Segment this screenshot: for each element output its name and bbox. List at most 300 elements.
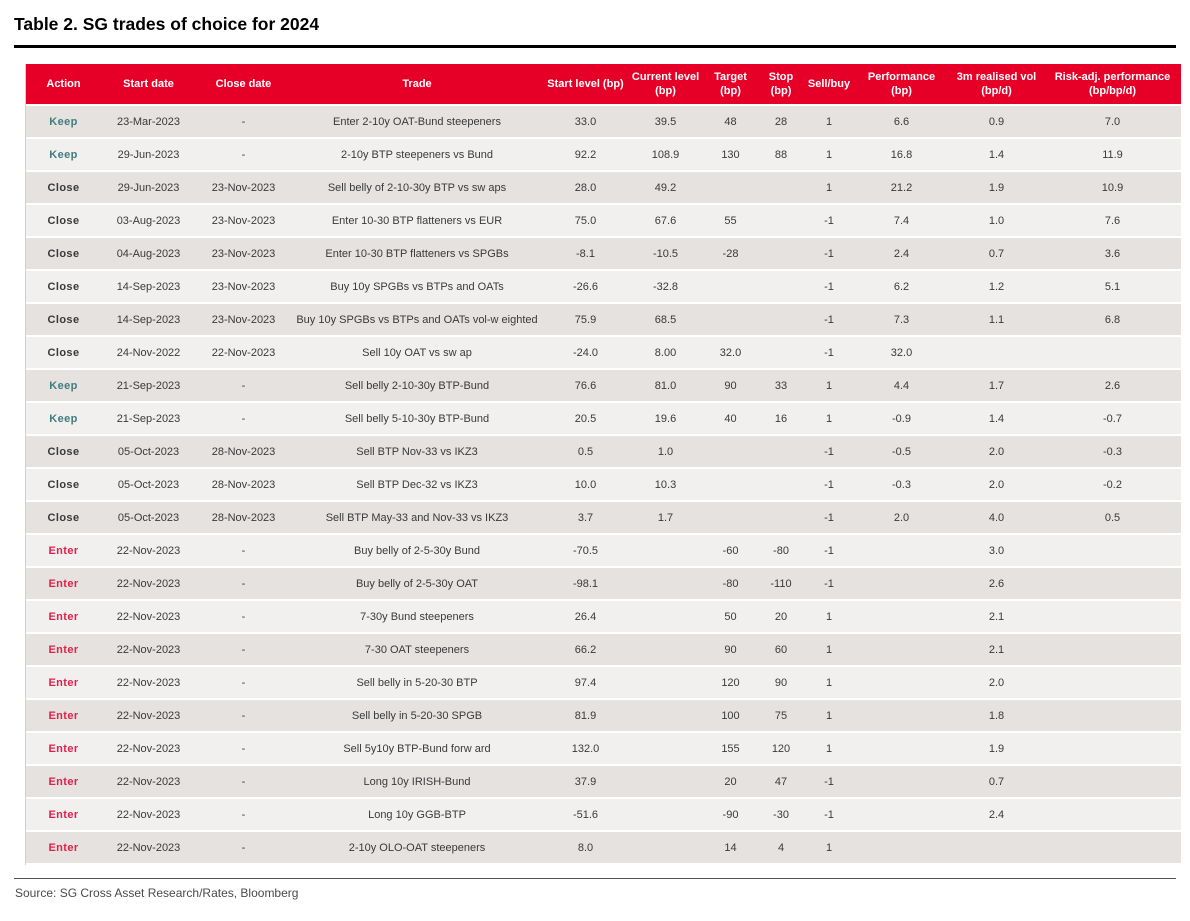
cell-action: Enter bbox=[26, 601, 101, 634]
table-row bbox=[26, 634, 1181, 667]
cell-sell-buy: 1 bbox=[804, 370, 854, 403]
cell-start-level: -8.1 bbox=[543, 238, 628, 271]
cell-target: 130 bbox=[703, 139, 758, 172]
cell-start-date: 24-Nov-2022 bbox=[101, 337, 196, 370]
cell-start-date: 22-Nov-2023 bbox=[101, 799, 196, 832]
cell-close-date: 23-Nov-2023 bbox=[196, 271, 291, 304]
cell-realised-vol: 1.4 bbox=[949, 139, 1044, 172]
cell-performance bbox=[854, 568, 949, 601]
cell-action: Close bbox=[26, 172, 101, 205]
cell-action: Enter bbox=[26, 766, 101, 799]
cell-stop: -30 bbox=[758, 799, 804, 832]
cell-target: -80 bbox=[703, 568, 758, 601]
cell-start-level: 76.6 bbox=[543, 370, 628, 403]
cell-realised-vol: 1.1 bbox=[949, 304, 1044, 337]
cell-target: 100 bbox=[703, 700, 758, 733]
cell-realised-vol: 1.9 bbox=[949, 733, 1044, 766]
cell-realised-vol: 2.6 bbox=[949, 568, 1044, 601]
cell-close-date: - bbox=[196, 106, 291, 139]
cell-current-level bbox=[628, 601, 703, 634]
cell-start-date: 22-Nov-2023 bbox=[101, 832, 196, 865]
header-row bbox=[26, 64, 1181, 106]
cell-performance: 4.4 bbox=[854, 370, 949, 403]
cell-current-level bbox=[628, 832, 703, 865]
cell-target: 155 bbox=[703, 733, 758, 766]
cell-start-level: 33.0 bbox=[543, 106, 628, 139]
cell-close-date: - bbox=[196, 799, 291, 832]
cell-start-date: 22-Nov-2023 bbox=[101, 535, 196, 568]
trades-table-container bbox=[25, 64, 1181, 865]
cell-start-date: 29-Jun-2023 bbox=[101, 172, 196, 205]
cell-action: Enter bbox=[26, 634, 101, 667]
cell-action: Enter bbox=[26, 733, 101, 766]
cell-action: Keep bbox=[26, 370, 101, 403]
cell-sell-buy: -1 bbox=[804, 238, 854, 271]
cell-start-level: 20.5 bbox=[543, 403, 628, 436]
cell-start-level: -51.6 bbox=[543, 799, 628, 832]
cell-realised-vol: 2.0 bbox=[949, 436, 1044, 469]
cell-realised-vol: 1.0 bbox=[949, 205, 1044, 238]
cell-start-level: -70.5 bbox=[543, 535, 628, 568]
cell-performance bbox=[854, 535, 949, 568]
cell-close-date: 28-Nov-2023 bbox=[196, 436, 291, 469]
source-note: Source: SG Cross Asset Research/Rates, Bloomberg bbox=[15, 886, 299, 900]
table-row bbox=[26, 139, 1181, 172]
cell-trade: 2-10y BTP steepeners vs Bund bbox=[291, 139, 543, 172]
cell-target: 55 bbox=[703, 205, 758, 238]
cell-stop: 16 bbox=[758, 403, 804, 436]
cell-current-level: 1.7 bbox=[628, 502, 703, 535]
cell-risk-adj-performance bbox=[1044, 733, 1181, 766]
cell-performance: -0.9 bbox=[854, 403, 949, 436]
cell-current-level bbox=[628, 733, 703, 766]
cell-action: Keep bbox=[26, 139, 101, 172]
cell-start-level: 75.9 bbox=[543, 304, 628, 337]
cell-start-level: 0.5 bbox=[543, 436, 628, 469]
cell-sell-buy: 1 bbox=[804, 601, 854, 634]
cell-target bbox=[703, 172, 758, 205]
cell-realised-vol bbox=[949, 337, 1044, 370]
cell-trade: Sell BTP Nov-33 vs IKZ3 bbox=[291, 436, 543, 469]
cell-trade: Buy 10y SPGBs vs BTPs and OATs vol-w eighted bbox=[291, 304, 543, 337]
cell-risk-adj-performance bbox=[1044, 667, 1181, 700]
cell-current-level bbox=[628, 799, 703, 832]
cell-start-level: 81.9 bbox=[543, 700, 628, 733]
cell-action: Enter bbox=[26, 568, 101, 601]
cell-risk-adj-performance: -0.7 bbox=[1044, 403, 1181, 436]
cell-sell-buy: 1 bbox=[804, 700, 854, 733]
cell-close-date: - bbox=[196, 667, 291, 700]
cell-current-level bbox=[628, 535, 703, 568]
table-row bbox=[26, 304, 1181, 337]
cell-sell-buy: 1 bbox=[804, 172, 854, 205]
cell-start-level: 92.2 bbox=[543, 139, 628, 172]
cell-action: Enter bbox=[26, 700, 101, 733]
cell-current-level: 67.6 bbox=[628, 205, 703, 238]
cell-risk-adj-performance bbox=[1044, 634, 1181, 667]
table-row bbox=[26, 502, 1181, 535]
cell-trade: Enter 10-30 BTP flatteners vs SPGBs bbox=[291, 238, 543, 271]
cell-stop bbox=[758, 205, 804, 238]
cell-stop bbox=[758, 271, 804, 304]
cell-performance bbox=[854, 601, 949, 634]
cell-target: -60 bbox=[703, 535, 758, 568]
table-row bbox=[26, 436, 1181, 469]
cell-start-level: 8.0 bbox=[543, 832, 628, 865]
cell-current-level bbox=[628, 667, 703, 700]
cell-target: 90 bbox=[703, 370, 758, 403]
cell-trade: Sell 10y OAT vs sw ap bbox=[291, 337, 543, 370]
cell-sell-buy: -1 bbox=[804, 205, 854, 238]
cell-action: Close bbox=[26, 502, 101, 535]
cell-start-date: 22-Nov-2023 bbox=[101, 700, 196, 733]
cell-sell-buy: 1 bbox=[804, 139, 854, 172]
cell-realised-vol: 1.8 bbox=[949, 700, 1044, 733]
cell-action: Keep bbox=[26, 403, 101, 436]
table-row bbox=[26, 370, 1181, 403]
cell-performance: 16.8 bbox=[854, 139, 949, 172]
cell-sell-buy: 1 bbox=[804, 106, 854, 139]
cell-stop: 20 bbox=[758, 601, 804, 634]
cell-close-date: - bbox=[196, 535, 291, 568]
cell-start-level: 66.2 bbox=[543, 634, 628, 667]
cell-target: 40 bbox=[703, 403, 758, 436]
cell-risk-adj-performance bbox=[1044, 766, 1181, 799]
table-row bbox=[26, 238, 1181, 271]
cell-stop bbox=[758, 337, 804, 370]
cell-current-level bbox=[628, 568, 703, 601]
cell-current-level bbox=[628, 634, 703, 667]
column-header-performance: Performance (bp) bbox=[854, 64, 949, 106]
cell-start-level: -24.0 bbox=[543, 337, 628, 370]
cell-close-date: - bbox=[196, 766, 291, 799]
cell-close-date: - bbox=[196, 601, 291, 634]
cell-target bbox=[703, 502, 758, 535]
cell-performance bbox=[854, 766, 949, 799]
cell-target: 32.0 bbox=[703, 337, 758, 370]
cell-trade: Sell BTP Dec-32 vs IKZ3 bbox=[291, 469, 543, 502]
cell-sell-buy: -1 bbox=[804, 535, 854, 568]
cell-close-date: 23-Nov-2023 bbox=[196, 172, 291, 205]
cell-trade: Enter 10-30 BTP flatteners vs EUR bbox=[291, 205, 543, 238]
column-header-close-date: Close date bbox=[196, 64, 291, 106]
cell-sell-buy: -1 bbox=[804, 337, 854, 370]
table-row bbox=[26, 337, 1181, 370]
cell-performance: 21.2 bbox=[854, 172, 949, 205]
cell-performance: 7.3 bbox=[854, 304, 949, 337]
cell-start-date: 23-Mar-2023 bbox=[101, 106, 196, 139]
cell-performance: 6.2 bbox=[854, 271, 949, 304]
cell-performance: 2.4 bbox=[854, 238, 949, 271]
cell-realised-vol: 1.7 bbox=[949, 370, 1044, 403]
column-header-current-level: Current level (bp) bbox=[628, 64, 703, 106]
table-row bbox=[26, 568, 1181, 601]
cell-action: Enter bbox=[26, 832, 101, 865]
cell-close-date: - bbox=[196, 403, 291, 436]
cell-start-date: 22-Nov-2023 bbox=[101, 766, 196, 799]
cell-stop: 90 bbox=[758, 667, 804, 700]
cell-performance: 7.4 bbox=[854, 205, 949, 238]
cell-performance: 2.0 bbox=[854, 502, 949, 535]
cell-performance: 32.0 bbox=[854, 337, 949, 370]
cell-target: 90 bbox=[703, 634, 758, 667]
cell-performance bbox=[854, 634, 949, 667]
cell-sell-buy: -1 bbox=[804, 502, 854, 535]
cell-action: Close bbox=[26, 238, 101, 271]
cell-start-level: 97.4 bbox=[543, 667, 628, 700]
cell-start-date: 21-Sep-2023 bbox=[101, 370, 196, 403]
table-title: Table 2. SG trades of choice for 2024 bbox=[14, 14, 320, 34]
table-row bbox=[26, 271, 1181, 304]
cell-realised-vol: 1.2 bbox=[949, 271, 1044, 304]
cell-stop: 28 bbox=[758, 106, 804, 139]
cell-realised-vol: 0.9 bbox=[949, 106, 1044, 139]
cell-action: Close bbox=[26, 469, 101, 502]
cell-risk-adj-performance: 7.6 bbox=[1044, 205, 1181, 238]
cell-performance bbox=[854, 700, 949, 733]
cell-start-date: 22-Nov-2023 bbox=[101, 568, 196, 601]
cell-start-date: 05-Oct-2023 bbox=[101, 502, 196, 535]
cell-risk-adj-performance: 10.9 bbox=[1044, 172, 1181, 205]
cell-trade: Buy belly of 2-5-30y Bund bbox=[291, 535, 543, 568]
cell-start-date: 21-Sep-2023 bbox=[101, 403, 196, 436]
cell-risk-adj-performance: 6.8 bbox=[1044, 304, 1181, 337]
cell-target: 50 bbox=[703, 601, 758, 634]
cell-start-date: 14-Sep-2023 bbox=[101, 271, 196, 304]
cell-close-date: 28-Nov-2023 bbox=[196, 502, 291, 535]
cell-current-level: 19.6 bbox=[628, 403, 703, 436]
cell-start-date: 03-Aug-2023 bbox=[101, 205, 196, 238]
cell-start-date: 22-Nov-2023 bbox=[101, 667, 196, 700]
cell-trade: Sell belly in 5-20-30 BTP bbox=[291, 667, 543, 700]
cell-stop bbox=[758, 469, 804, 502]
table-row bbox=[26, 832, 1181, 865]
column-header-realised-vol: 3m realised vol (bp/d) bbox=[949, 64, 1044, 106]
column-header-risk-adj-performance: Risk-adj. performance (bp/bp/d) bbox=[1044, 64, 1181, 106]
cell-start-level: 37.9 bbox=[543, 766, 628, 799]
cell-current-level bbox=[628, 700, 703, 733]
title-rule bbox=[14, 45, 1176, 48]
cell-trade: Enter 2-10y OAT-Bund steepeners bbox=[291, 106, 543, 139]
column-header-start-level: Start level (bp) bbox=[543, 64, 628, 106]
cell-action: Close bbox=[26, 436, 101, 469]
trades-table bbox=[26, 64, 1181, 865]
cell-risk-adj-performance: 5.1 bbox=[1044, 271, 1181, 304]
table-body bbox=[26, 106, 1181, 865]
cell-current-level: 8.00 bbox=[628, 337, 703, 370]
cell-start-date: 22-Nov-2023 bbox=[101, 634, 196, 667]
cell-close-date: - bbox=[196, 733, 291, 766]
cell-close-date: - bbox=[196, 370, 291, 403]
cell-stop: -110 bbox=[758, 568, 804, 601]
cell-action: Enter bbox=[26, 799, 101, 832]
table-row bbox=[26, 700, 1181, 733]
table-row bbox=[26, 205, 1181, 238]
cell-start-level: -98.1 bbox=[543, 568, 628, 601]
table-row bbox=[26, 766, 1181, 799]
cell-trade: Sell belly 5-10-30y BTP-Bund bbox=[291, 403, 543, 436]
cell-realised-vol: 1.9 bbox=[949, 172, 1044, 205]
cell-sell-buy: -1 bbox=[804, 469, 854, 502]
cell-action: Close bbox=[26, 271, 101, 304]
cell-current-level: 108.9 bbox=[628, 139, 703, 172]
cell-risk-adj-performance bbox=[1044, 832, 1181, 865]
table-row bbox=[26, 799, 1181, 832]
cell-performance bbox=[854, 799, 949, 832]
cell-trade: Sell BTP May-33 and Nov-33 vs IKZ3 bbox=[291, 502, 543, 535]
cell-sell-buy: 1 bbox=[804, 733, 854, 766]
cell-realised-vol: 0.7 bbox=[949, 238, 1044, 271]
cell-current-level: 81.0 bbox=[628, 370, 703, 403]
cell-risk-adj-performance bbox=[1044, 337, 1181, 370]
table-row bbox=[26, 469, 1181, 502]
cell-stop bbox=[758, 172, 804, 205]
cell-target bbox=[703, 469, 758, 502]
cell-sell-buy: -1 bbox=[804, 271, 854, 304]
cell-risk-adj-performance: 0.5 bbox=[1044, 502, 1181, 535]
cell-current-level bbox=[628, 766, 703, 799]
table-row bbox=[26, 403, 1181, 436]
cell-action: Close bbox=[26, 304, 101, 337]
table-row bbox=[26, 601, 1181, 634]
cell-sell-buy: -1 bbox=[804, 304, 854, 337]
cell-action: Keep bbox=[26, 106, 101, 139]
cell-target: 120 bbox=[703, 667, 758, 700]
column-header-action: Action bbox=[26, 64, 101, 106]
cell-trade: Sell belly in 5-20-30 SPGB bbox=[291, 700, 543, 733]
table-row bbox=[26, 106, 1181, 139]
cell-stop: 33 bbox=[758, 370, 804, 403]
cell-trade: Buy 10y SPGBs vs BTPs and OATs bbox=[291, 271, 543, 304]
cell-action: Enter bbox=[26, 667, 101, 700]
cell-trade: Buy belly of 2-5-30y OAT bbox=[291, 568, 543, 601]
cell-close-date: 23-Nov-2023 bbox=[196, 304, 291, 337]
cell-stop: 4 bbox=[758, 832, 804, 865]
cell-risk-adj-performance: 3.6 bbox=[1044, 238, 1181, 271]
cell-stop: -80 bbox=[758, 535, 804, 568]
cell-risk-adj-performance bbox=[1044, 799, 1181, 832]
cell-performance: -0.3 bbox=[854, 469, 949, 502]
cell-target: -90 bbox=[703, 799, 758, 832]
cell-stop: 75 bbox=[758, 700, 804, 733]
cell-realised-vol: 2.0 bbox=[949, 667, 1044, 700]
cell-current-level: 49.2 bbox=[628, 172, 703, 205]
cell-trade: 2-10y OLO-OAT steepeners bbox=[291, 832, 543, 865]
cell-risk-adj-performance bbox=[1044, 601, 1181, 634]
cell-stop: 47 bbox=[758, 766, 804, 799]
cell-realised-vol: 3.0 bbox=[949, 535, 1044, 568]
cell-start-level: 28.0 bbox=[543, 172, 628, 205]
cell-close-date: 28-Nov-2023 bbox=[196, 469, 291, 502]
cell-start-level: 132.0 bbox=[543, 733, 628, 766]
cell-start-date: 14-Sep-2023 bbox=[101, 304, 196, 337]
cell-target bbox=[703, 436, 758, 469]
cell-action: Close bbox=[26, 337, 101, 370]
cell-sell-buy: -1 bbox=[804, 436, 854, 469]
cell-start-date: 05-Oct-2023 bbox=[101, 469, 196, 502]
cell-trade: Sell belly of 2-10-30y BTP vs sw aps bbox=[291, 172, 543, 205]
table-row bbox=[26, 667, 1181, 700]
cell-sell-buy: 1 bbox=[804, 634, 854, 667]
cell-start-date: 05-Oct-2023 bbox=[101, 436, 196, 469]
cell-start-date: 29-Jun-2023 bbox=[101, 139, 196, 172]
cell-start-level: 75.0 bbox=[543, 205, 628, 238]
table-row bbox=[26, 172, 1181, 205]
cell-performance: -0.5 bbox=[854, 436, 949, 469]
cell-target: -28 bbox=[703, 238, 758, 271]
cell-sell-buy: 1 bbox=[804, 667, 854, 700]
cell-current-level: 1.0 bbox=[628, 436, 703, 469]
cell-realised-vol: 0.7 bbox=[949, 766, 1044, 799]
cell-performance bbox=[854, 832, 949, 865]
cell-start-level: -26.6 bbox=[543, 271, 628, 304]
table-row bbox=[26, 733, 1181, 766]
cell-start-level: 3.7 bbox=[543, 502, 628, 535]
cell-start-date: 22-Nov-2023 bbox=[101, 601, 196, 634]
column-header-sell-buy: Sell/buy bbox=[804, 64, 854, 106]
cell-risk-adj-performance: 2.6 bbox=[1044, 370, 1181, 403]
cell-close-date: - bbox=[196, 634, 291, 667]
cell-realised-vol: 2.0 bbox=[949, 469, 1044, 502]
cell-current-level: 39.5 bbox=[628, 106, 703, 139]
cell-close-date: 23-Nov-2023 bbox=[196, 205, 291, 238]
cell-performance: 6.6 bbox=[854, 106, 949, 139]
cell-stop bbox=[758, 238, 804, 271]
cell-risk-adj-performance bbox=[1044, 700, 1181, 733]
cell-stop: 120 bbox=[758, 733, 804, 766]
cell-realised-vol: 2.1 bbox=[949, 601, 1044, 634]
cell-trade: Long 10y IRISH-Bund bbox=[291, 766, 543, 799]
cell-current-level: -10.5 bbox=[628, 238, 703, 271]
cell-realised-vol: 1.4 bbox=[949, 403, 1044, 436]
cell-target bbox=[703, 304, 758, 337]
cell-sell-buy: 1 bbox=[804, 832, 854, 865]
cell-realised-vol: 2.1 bbox=[949, 634, 1044, 667]
table-row bbox=[26, 535, 1181, 568]
cell-close-date: - bbox=[196, 832, 291, 865]
cell-close-date: - bbox=[196, 700, 291, 733]
cell-close-date: - bbox=[196, 568, 291, 601]
cell-target: 48 bbox=[703, 106, 758, 139]
cell-stop bbox=[758, 304, 804, 337]
cell-close-date: - bbox=[196, 139, 291, 172]
cell-performance bbox=[854, 733, 949, 766]
cell-sell-buy: -1 bbox=[804, 766, 854, 799]
cell-stop: 60 bbox=[758, 634, 804, 667]
cell-target bbox=[703, 271, 758, 304]
cell-stop bbox=[758, 502, 804, 535]
cell-trade: Sell belly 2-10-30y BTP-Bund bbox=[291, 370, 543, 403]
cell-risk-adj-performance bbox=[1044, 535, 1181, 568]
cell-trade: 7-30y Bund steepeners bbox=[291, 601, 543, 634]
cell-current-level: -32.8 bbox=[628, 271, 703, 304]
cell-realised-vol: 4.0 bbox=[949, 502, 1044, 535]
cell-current-level: 10.3 bbox=[628, 469, 703, 502]
cell-target: 20 bbox=[703, 766, 758, 799]
cell-trade: Long 10y GGB-BTP bbox=[291, 799, 543, 832]
column-header-stop: Stop (bp) bbox=[758, 64, 804, 106]
cell-risk-adj-performance: 11.9 bbox=[1044, 139, 1181, 172]
cell-performance bbox=[854, 667, 949, 700]
cell-realised-vol bbox=[949, 832, 1044, 865]
cell-close-date: 23-Nov-2023 bbox=[196, 238, 291, 271]
cell-risk-adj-performance: -0.3 bbox=[1044, 436, 1181, 469]
cell-risk-adj-performance bbox=[1044, 568, 1181, 601]
cell-sell-buy: -1 bbox=[804, 799, 854, 832]
cell-risk-adj-performance: -0.2 bbox=[1044, 469, 1181, 502]
cell-trade: Sell 5y10y BTP-Bund forw ard bbox=[291, 733, 543, 766]
cell-start-level: 26.4 bbox=[543, 601, 628, 634]
